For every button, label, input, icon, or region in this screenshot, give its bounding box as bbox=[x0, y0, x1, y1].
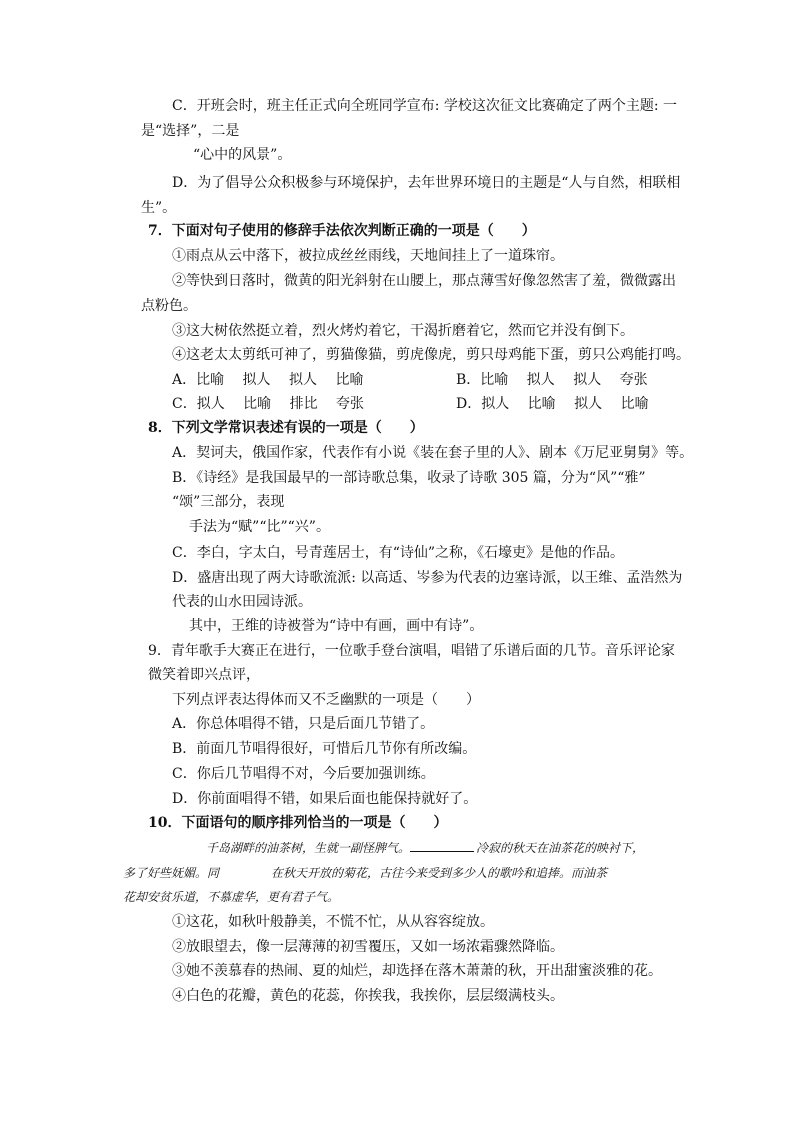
q9-option-b: B．前面几节唱得很好，可惜后几节你有所改编。 bbox=[172, 741, 477, 757]
passage-line1 bbox=[206, 839, 644, 857]
q7-option-d: D．拟人 比喻 拟人 比喻 bbox=[456, 396, 649, 412]
passage-line1-b: 冷寂的秋天在油茶花的映衬下， bbox=[476, 841, 645, 855]
answer-blank-1 bbox=[410, 839, 474, 852]
q8-option-b-line1: B．《诗经》是我国最早的一部诗歌总集，收录了诗歌 305 篇，分为“风”“雅” bbox=[172, 470, 646, 486]
q10-item-1: ①这花，如秋叶般静美，不慌不忙，从从容容绽放。 bbox=[172, 914, 494, 930]
q8-option-b-line2: “颂”三部分，表现 bbox=[172, 494, 285, 510]
q8-option-a: A．契诃夫，俄国作家，代表作有小说《装在套子里的人》、剧本《万尼亚舅舅》等。 bbox=[172, 445, 694, 461]
q7-option-a: A．比喻 拟人 拟人 比喻 bbox=[172, 372, 364, 388]
passage-line1-a: 千岛湖畔的油茶树，生就一副怪脾气。 bbox=[206, 841, 411, 855]
question-9-line2: 微笑着即兴点评， bbox=[148, 667, 260, 683]
q10-item-2: ②放眼望去，像一层薄薄的初雪覆压，又如一场浓霜骤然降临。 bbox=[172, 939, 564, 955]
question-7: 7．下面对句子使用的修辞手法依次判断正确的一项是（ ） bbox=[148, 223, 536, 239]
passage-line2-a: 多了好些妩媚。同 bbox=[123, 866, 220, 880]
question-9-line1: 9．青年歌手大赛正在进行，一位歌手登台演唱，唱错了乐谱后面的几节。音乐评论家 bbox=[148, 643, 675, 659]
option-c-line1: C．开班会时，班主任正式向全班同学宣布: 学校这次征文比赛确定了两个主题: 一 bbox=[172, 98, 678, 114]
q7-sentence-1: ①雨点从云中落下，被拉成丝丝雨线，天地间挂上了一道珠帘。 bbox=[172, 248, 564, 264]
q8-option-b-line3: 手法为“赋”“比”“兴”。 bbox=[189, 519, 330, 535]
q8-option-d-line3: 其中，王维的诗被誉为“诗中有画，画中有诗”。 bbox=[189, 618, 484, 634]
q7-option-b: B．比喻 拟人 拟人 夸张 bbox=[456, 372, 648, 388]
q8-option-c: C．李白，字太白，号青莲居士，有“诗仙”之称，《石壕吏》是他的作品。 bbox=[172, 545, 625, 561]
question-10: 10．下面语句的顺序排列恰当的一项是（ ） bbox=[148, 815, 448, 831]
passage-line2-b: 在秋天开放的菊花，古往今来受到多少人的歌吟和追捧。而油茶 bbox=[271, 866, 608, 880]
q10-item-3: ③她不羡慕春的热闹、夏的灿烂，却选择在落木萧萧的秋，开出甜蜜淡雅的花。 bbox=[172, 963, 662, 979]
q7-sentence-4: ④这老太太剪纸可神了，剪猫像猫，剪虎像虎，剪只母鸡能下蛋，剪只公鸡能打鸣。 bbox=[172, 347, 690, 363]
option-d-line1: D．为了倡导公众积极参与环境保护，去年世界环境日的主题是“人与自然，相联相 bbox=[172, 175, 681, 191]
option-c-line3: “心中的风景”。 bbox=[193, 147, 292, 163]
option-d-line2: 生”。 bbox=[141, 200, 177, 216]
q8-option-d-line2: 代表的山水田园诗派。 bbox=[172, 594, 312, 610]
q7-option-c: C．拟人 比喻 排比 夸张 bbox=[172, 396, 365, 412]
q9-option-d: D．你前面唱得不错，如果后面也能保持就好了。 bbox=[172, 791, 478, 807]
q9-option-a: A．你总体唱得不错，只是后面几节错了。 bbox=[172, 716, 435, 732]
question-9-line3: 下列点评表达得体而又不乏幽默的一项是（ ） bbox=[172, 692, 480, 708]
q10-item-4: ④白色的花瓣，黄色的花蕊，你挨我，我挨你，层层缀满枝头。 bbox=[172, 988, 564, 1004]
q7-sentence-2a: ②等快到日落时，微黄的阳光斜射在山腰上，那点薄雪好像忽然害了羞，微微露出 bbox=[172, 273, 676, 289]
q8-option-d-line1: D．盛唐出现了两大诗歌流派: 以高适、岑参为代表的边塞诗派，以王维、孟浩然为 bbox=[172, 570, 683, 586]
question-8: 8．下列文学常识表述有误的一项是（ ） bbox=[148, 420, 424, 436]
passage-line3: 花却安贫乐道，不慕虚华，更有君子气。 bbox=[123, 890, 340, 904]
q9-option-c: C．你后几节唱得不对，今后要加强训练。 bbox=[172, 766, 435, 782]
option-c-line2: 是“选择”，二是 bbox=[141, 123, 240, 139]
passage-line2 bbox=[123, 864, 607, 882]
q7-sentence-3: ③这大树依然挺立着，烈火烤灼着它，干渴折磨着它，然而它并没有倒下。 bbox=[172, 323, 634, 339]
q7-sentence-2b: 点粉色。 bbox=[141, 298, 197, 314]
